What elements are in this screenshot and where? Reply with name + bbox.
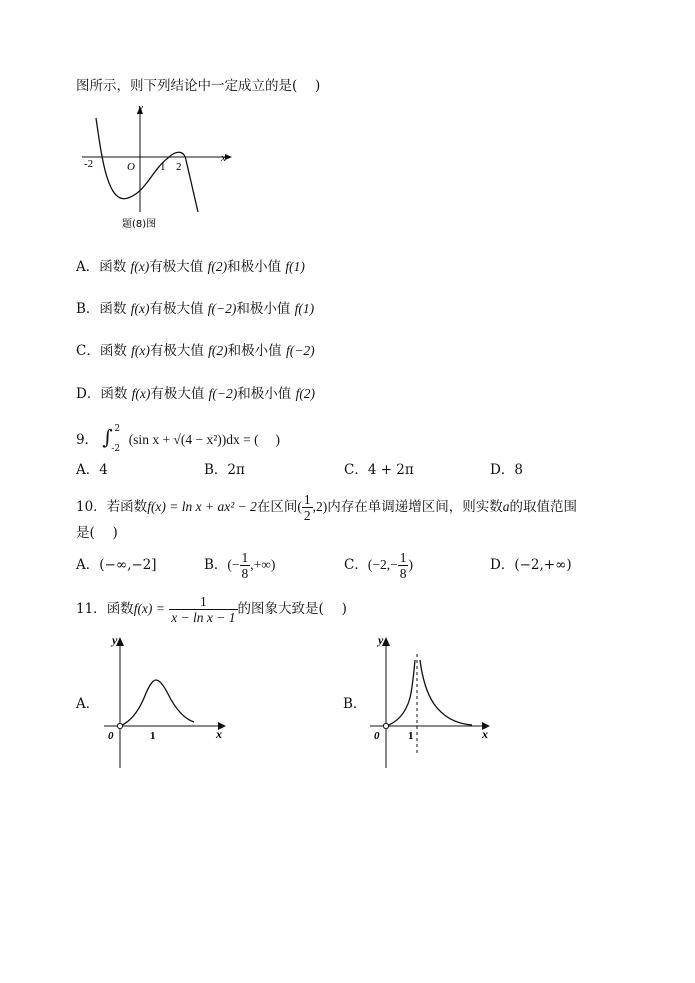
q9-option-d[interactable]: D．8	[490, 462, 523, 478]
q11a-axis-y: y	[112, 633, 118, 647]
q11b-axis-x: x	[482, 727, 488, 741]
q8-origin: O	[127, 161, 135, 173]
q11b-origin: 0	[374, 730, 380, 742]
q11-option-b[interactable]: B．	[343, 696, 367, 712]
q8-option-d[interactable]: D．函数 f(x)有极大值 f(−2)和极小值 f(2)	[76, 386, 316, 402]
q11a-origin: 0	[108, 730, 114, 742]
q9-option-a[interactable]: A．4	[76, 462, 108, 478]
q11-option-a[interactable]: A．	[76, 696, 100, 712]
q8-caption: 题(8)图	[122, 219, 157, 230]
q9-option-c[interactable]: C．4 + 2π	[344, 462, 414, 478]
q10-option-d[interactable]: D．(−2,+∞)	[490, 557, 572, 573]
q10-option-c[interactable]: C．(−2,− $\frac{1}{8}$ )	[344, 550, 413, 581]
q8-option-a[interactable]: A．函数 f(x)有极大值 f(2)和极小值 f(1)	[76, 259, 305, 275]
q8-axis-y: y	[138, 102, 143, 114]
integral-sign-icon: ∫	[102, 425, 113, 449]
q8-graph	[80, 100, 240, 230]
q11b-axis-y: y	[378, 633, 384, 647]
q10-option-a[interactable]: A．(−∞,−2]	[76, 557, 157, 573]
q11a-axis-x: x	[216, 727, 222, 741]
q8-tick-1: 1	[160, 161, 166, 173]
q8-tick-m2: -2	[84, 158, 94, 170]
q8-stem: 图所示，则下列结论中一定成立的是( )	[76, 78, 321, 94]
q10-stem-cont: 是( )	[76, 525, 118, 541]
q11-graph-b[interactable]	[366, 632, 506, 772]
q8-option-b[interactable]: B．函数 f(x)有极大值 f(−2)和极小值 f(1)	[76, 301, 315, 317]
q11a-tick-1: 1	[150, 730, 156, 742]
q11-stem: 11．函数f(x) = $\frac{1}{\text{x − ln x − 1}}$ 的图象大致是( )	[76, 594, 347, 625]
q9-option-b[interactable]: B．2π	[204, 462, 245, 478]
q11-graph-a[interactable]	[100, 632, 240, 772]
q9-stem: 9． ∫ 2 -2 (sin x + √(4 − x²))dx = ( )	[76, 424, 280, 454]
q10-option-b[interactable]: B．(− $\frac{1}{8}$ ,+∞)	[204, 550, 276, 581]
q10-stem: 10．若函数f(x) = ln x + ax² − 2在区间( $\frac{1}{2}$ ,2)内存在单调递增区间，则实数a的取值范围	[76, 492, 578, 523]
q8-option-c[interactable]: C．函数 f(x)有极大值 f(2)和极小值 f(−2)	[76, 343, 315, 359]
q8-axis-x: x	[221, 152, 226, 164]
q11b-tick-1: 1	[408, 730, 414, 742]
q8-tick-2: 2	[176, 161, 182, 173]
